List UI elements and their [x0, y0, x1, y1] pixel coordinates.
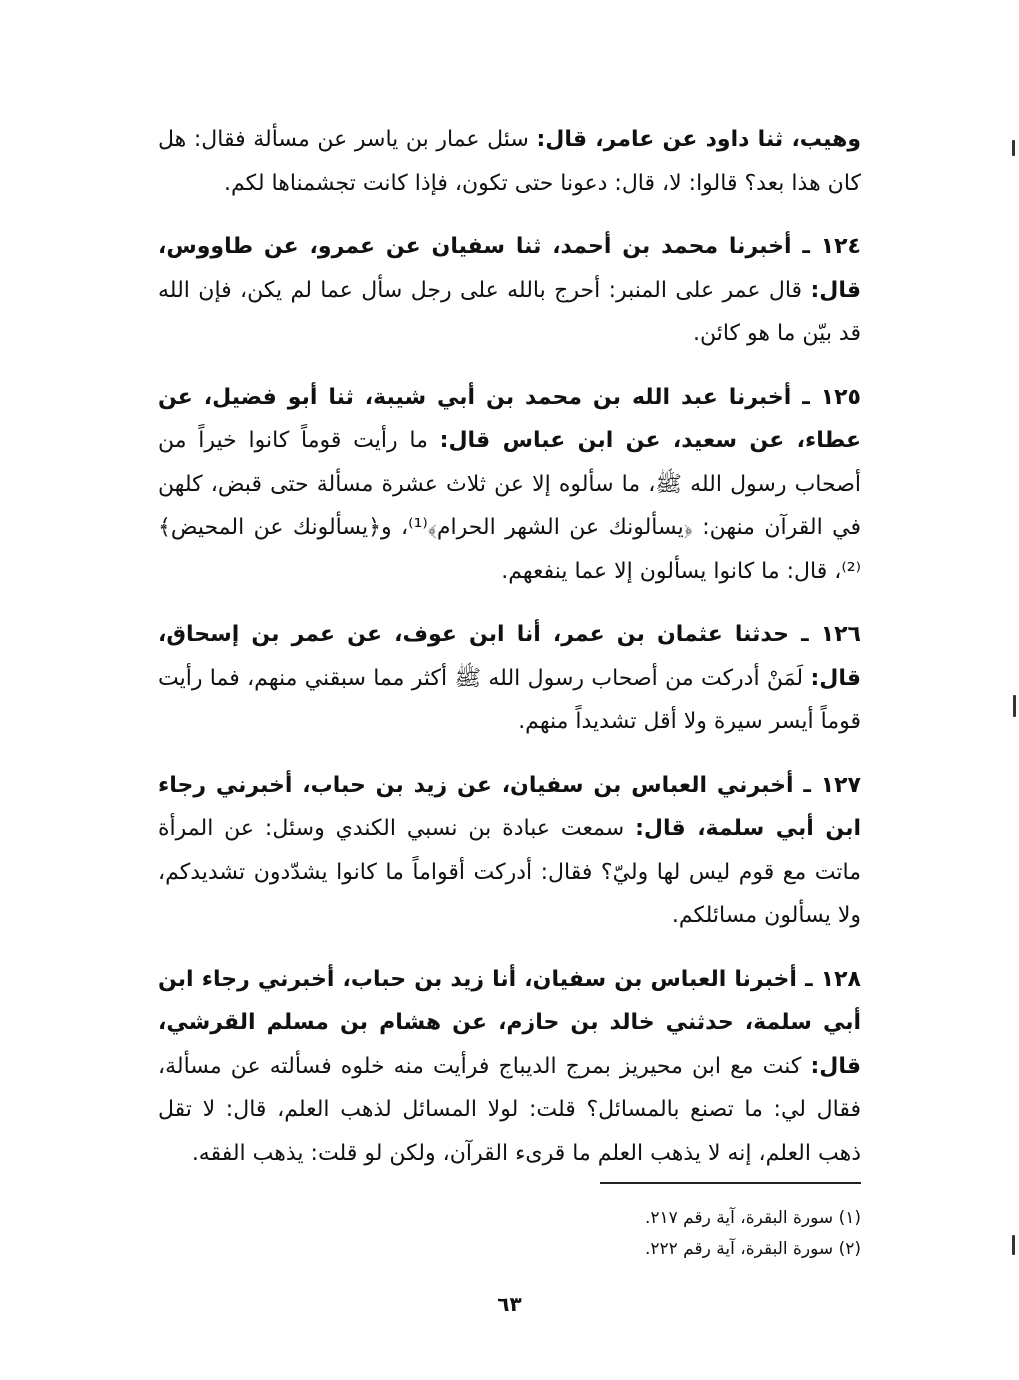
paragraph-lead: ١٢٤ ـ أخبرنا محمد بن أحمد، ثنا سفيان عن عمرو، عن طاووس، قال:	[158, 234, 861, 303]
footnote-text: سورة البقرة، آية رقم ٢١٧.	[644, 1208, 834, 1228]
paragraph-lead: ١٢٨ ـ أخبرنا العباس بن سفيان، أنا زيد بن حباب، أخبرني رجاء ابن أبي سلمة، حدثني خالد بن حازم، عن هشام بن مسلم القرشي، قال:	[158, 966, 861, 1079]
paragraph-lead: وهيب، ثنا داود عن عامر، قال:	[536, 127, 862, 152]
paragraph-128	[158, 958, 861, 1176]
footnote-1	[158, 1203, 861, 1234]
footnote-divider	[600, 1182, 861, 1184]
paragraph-127	[158, 764, 861, 938]
footnote-2	[158, 1234, 861, 1265]
page-number: ٦٣	[497, 1292, 522, 1316]
scan-edge-mark	[1012, 1235, 1015, 1255]
paragraph-body: سئل عمار بن ياسر عن مسألة فقال: هل كان هذا بعد؟ قالوا: لا، قال: دعونا حتى تكون، فإذا كانت تجشمناها لكم.	[158, 127, 861, 196]
paragraph-body: ما رأيت قوماً كانوا خيراً من أصحاب رسول الله ﷺ، ما سألوه إلا عن ثلاث عشرة مسألة حتى قبض، كلهن في القرآن منهن: ﴿يسألونك عن الشهر الحرام﴾⁽¹⁾، و﴿يسألونك عن المحيض﴾⁽²⁾، قال: ما كانوا يسألون إلا عما ينفعهم.	[158, 428, 861, 584]
paragraph-continuation	[158, 118, 861, 205]
paragraph-body: لَمَنْ أدركت من أصحاب رسول الله ﷺ أكثر مما سبقني منهم، فما رأيت قوماً أيسر سيرة ولا أقل تشديداً منهم.	[158, 665, 861, 734]
paragraph-lead: ١٢٧ ـ أخبرني العباس بن سفيان، عن زيد بن حباب، أخبرني رجاء ابن أبي سلمة، قال:	[158, 772, 861, 841]
paragraph-body: كنت مع ابن محيريز بمرج الديباج فرأيت منه خلوه فسألته عن مسألة، فقال لي: ما تصنع بالمسائل؟ قلت: لولا المسائل لذهب العلم، قال: لا تقل ذهب العلم، إنه لا يذهب العلم ما قرىء القرآن، ولكن لو قلت: يذهب الفقه.	[158, 1053, 861, 1166]
paragraph-body: سمعت عبادة بن نسبي الكندي وسئل: عن المرأة ماتت مع قوم ليس لها وليّ؟ فقال: أدركت أقواماً ما كانوا يشدّدون تشديدكم، ولا يسألون مسائلكم.	[158, 816, 861, 928]
main-text	[158, 118, 861, 1195]
footnote-marker: (٢)	[838, 1239, 861, 1259]
paragraph-body: قال عمر على المنبر: أحرج بالله على رجل سأل عما لم يكن، فإن الله قد بيّن ما هو كائن.	[158, 277, 861, 346]
paragraph-126	[158, 613, 861, 744]
footnote-marker: (١)	[838, 1208, 861, 1228]
scan-edge-mark	[1012, 140, 1015, 156]
footnote-text: سورة البقرة، آية رقم ٢٢٢.	[644, 1239, 834, 1259]
footnotes	[158, 1203, 861, 1265]
paragraph-lead: ١٢٥ ـ أخبرنا عبد الله بن محمد بن أبي شيبة، ثنا أبو فضيل، عن عطاء، عن سعيد، عن ابن عباس قال:	[158, 384, 862, 453]
paragraph-lead: ١٢٦ ـ حدثنا عثمان بن عمر، أنا ابن عوف، عن عمر بن إسحاق، قال:	[158, 622, 861, 691]
scan-edge-mark	[1013, 695, 1016, 717]
paragraph-124	[158, 225, 861, 356]
paragraph-125	[158, 376, 861, 594]
